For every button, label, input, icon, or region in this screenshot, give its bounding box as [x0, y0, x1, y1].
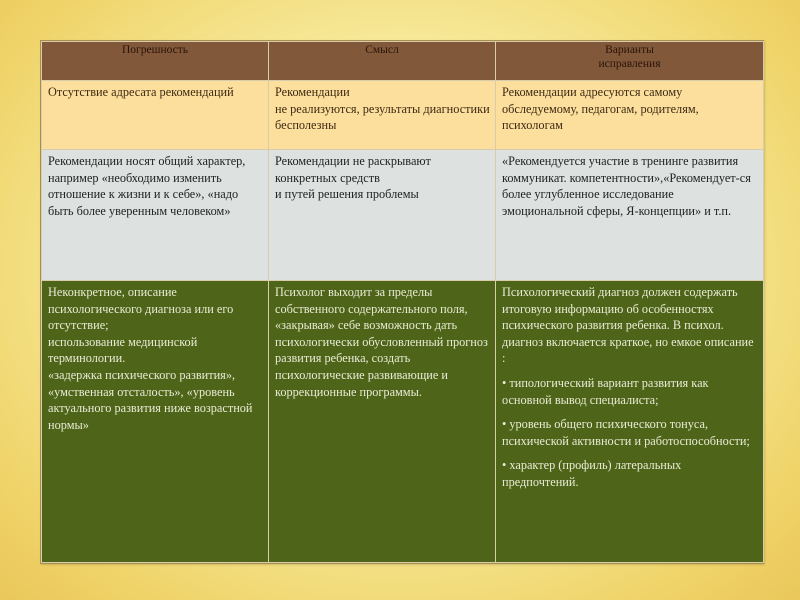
cell-meaning: Рекомендации не реализуются, результаты диагностики бесполезны: [269, 81, 496, 150]
cell-fix: Рекомендации адресуются самому обследуемому, педагогам, родителям, психологам: [496, 81, 764, 150]
table-row: [42, 150, 764, 281]
bullet-item: • характер (профиль) латеральных предпочтений.: [502, 458, 682, 489]
cell-error: Отсутствие адресата рекомендаций: [42, 81, 269, 150]
header-fix: Варианты исправления: [496, 42, 764, 81]
header-row: [42, 42, 764, 81]
slide: [40, 40, 764, 564]
cell-error: Неконкретное, описание психологического диагноза или его отсутствие; использование медицинской терминологии. «задержка психического развития», «умственная отсталость», «уровень актуального развития ниже возрастной нормы»: [42, 281, 269, 563]
table-row: [42, 281, 764, 563]
cell-error: Рекомендации носят общий характер, например «необходимо изменить отношение к жизни и к себе», «надо быть более уверенным человеком»: [42, 150, 269, 281]
bullet-item: • типологический вариант развития как основной вывод специалиста;: [502, 375, 709, 407]
cell-fix: [496, 281, 764, 563]
diagnosis-intro: Психологический диагноз должен содержать итоговую информацию об особенностях психического развития ребенка. В психол. диагноз включается краткое, но емкое описание :: [502, 285, 754, 366]
cell-fix: «Рекомендуется участие в тренинге развития коммуникат. компетентности»,«Рекомендует-ся более углубленное исследование эмоциональной сферы, Я-концепции» и т.п.: [496, 150, 764, 281]
errors-table: [41, 41, 764, 563]
bullet-item: • уровень общего психического тонуса, психической активности и работоспособности;: [502, 417, 750, 448]
table-row: [42, 81, 764, 150]
header-error: Погрешность: [42, 42, 269, 81]
header-meaning: Смысл: [269, 42, 496, 81]
cell-meaning: Рекомендации не раскрывают конкретных средств и путей решения проблемы: [269, 150, 496, 281]
cell-meaning: Психолог выходит за пределы собственного содержательного поля, «закрывая» себе возможность дать психологически обусловленный прогноз развития ребенка, создать психологические развивающие и коррекционные программы.: [269, 281, 496, 563]
